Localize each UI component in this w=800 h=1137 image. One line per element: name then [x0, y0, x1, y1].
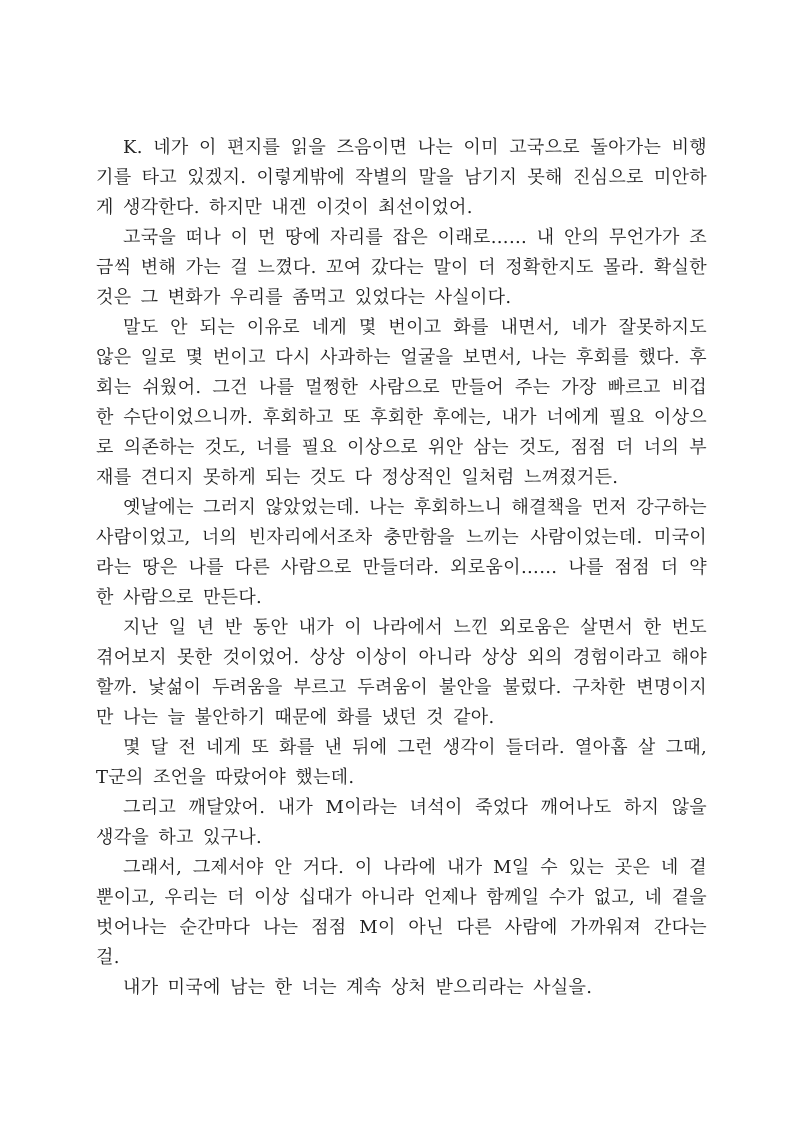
paragraph: 옛날에는 그러지 않았었는데. 나는 후회하느니 해결책을 먼저 강구하는 사람이었고, 너의 빈자리에서조차 충만함을 느끼는 사람이었는데. 미국이라는 땅은 나를 다른 사람으로 만들더라. 외로움이…… 나를 점점 더 약한 사람으로 만든다. [96, 497, 707, 608]
paragraph: 내가 미국에 남는 한 너는 계속 상처 받으리라는 사실을. [123, 977, 593, 998]
letter-body [96, 133, 707, 1003]
paragraph: 고국을 떠나 이 먼 땅에 자리를 잡은 이래로…… 내 안의 무언가가 조금씩 변해 가는 걸 느꼈다. 꼬여 갔다는 말이 더 정확한지도 몰라. 확실한 것은 그 변화가 우리를 좀먹고 있었다는 사실이다. [96, 227, 707, 308]
paragraph: 그래서, 그제서야 안 거다. 이 나라에 내가 M일 수 있는 곳은 네 곁뿐이고, 우리는 더 이상 십대가 아니라 언제나 함께일 수가 없고, 네 곁을 벗어나는 순간마다 나는 점점 M이 아닌 다른 사람에 가까워져 간다는 걸. [96, 857, 707, 968]
paragraph: 그리고 깨달았어. 내가 M이라는 녀석이 죽었다 깨어나도 하지 않을 생각을 하고 있구나. [96, 797, 707, 848]
paragraph: 말도 안 되는 이유로 네게 몇 번이고 화를 내면서, 네가 잘못하지도 않은 일로 몇 번이고 다시 사과하는 얼굴을 보면서, 나는 후회를 했다. 후회는 쉬웠어. 그건 나를 멀쩡한 사람으로 만들어 주는 가장 빠르고 비겁한 수단이었으니까. 후회하고 또 후회한 후에는, 내가 너에게 필요 이상으로 의존하는 것도, 너를 필요 이상으로 위안 삼는 것도, 점점 더 너의 부재를 견디지 못하게 되는 것도 다 정상적인 일처럼 느껴졌거든. [96, 317, 707, 488]
paragraph: K. 네가 이 편지를 읽을 즈음이면 나는 이미 고국으로 돌아가는 비행기를 타고 있겠지. 이렇게밖에 작별의 말을 남기지 못해 진심으로 미안하게 생각한다. 하지만 내겐 이것이 최선이었어. [96, 137, 707, 218]
paragraph: 지난 일 년 반 동안 내가 이 나라에서 느낀 외로움은 살면서 한 번도 겪어보지 못한 것이었어. 상상 이상이 아니라 상상 외의 경험이라고 해야 할까. 낯섦이 두려움을 부르고 두려움이 불안을 불렀다. 구차한 변명이지만 나는 늘 불안하기 때문에 화를 냈던 것 같아. [96, 617, 707, 728]
paragraph: 몇 달 전 네게 또 화를 낸 뒤에 그런 생각이 들더라. 열아홉 살 그때, T군의 조언을 따랐어야 했는데. [96, 737, 707, 788]
